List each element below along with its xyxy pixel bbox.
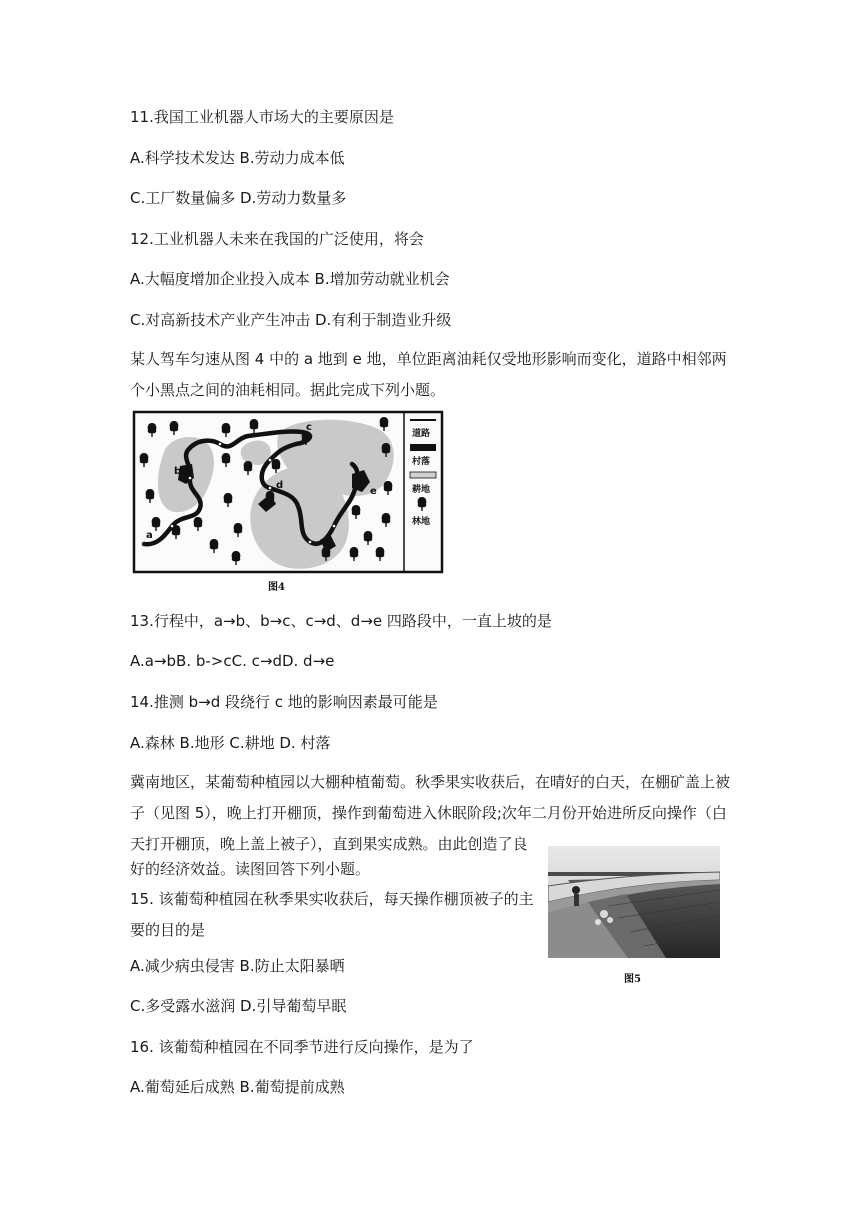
fig5-intro-line: 冀南地区，某葡萄种植园以大棚种植葡萄。秋季果实收获后，在晴好的白天，在棚矿盖上被 [130, 773, 731, 791]
q11-options-row1: A.科学技术发达 B.劳动力成本低 [130, 149, 345, 167]
q11-stem: 11.我国工业机器人市场大的主要原因是 [130, 108, 394, 126]
fig5-intro-line: 子（见图 5），晚上打开棚顶，操作到葡萄进入休眠阶段;次年二月份开始进所反向操作（白 [130, 804, 727, 822]
greenhouse-image [548, 846, 720, 958]
q16-stem: 16. 该葡萄种植园在不同季节进行反向操作，是为了 [130, 1038, 474, 1056]
label-b: b [174, 466, 182, 477]
legend-village: 村落 [412, 457, 431, 467]
q12-options-row2: C.对高新技术产业产生冲击 D.有利于制造业升级 [130, 311, 452, 329]
legend-road: 道路 [412, 429, 431, 439]
figure-4-caption: 图4 [268, 582, 285, 593]
fig5-intro-line: 天打开棚顶，晚上盖上被子），直到果实成熟。由此创造了良 [130, 835, 528, 853]
label-d: d [276, 480, 284, 491]
q16-options-row1: A.葡萄延后成熟 B.葡萄提前成熟 [130, 1078, 345, 1096]
legend-farmland: 耕地 [412, 485, 431, 495]
q15-stem-line: 要的目的是 [130, 921, 206, 939]
fig4-intro-line: 个小黑点之间的油耗相同。据此完成下列小题。 [130, 381, 446, 399]
fig4-intro-paragraph [130, 344, 727, 406]
q15-options-row1: A.减少病虫侵害 B.防止太阳暴晒 [130, 957, 345, 975]
fig4-intro-line: 某人驾车匀速从图 4 中的 a 地到 e 地，单位距离油耗仅受地形影响而变化，道路中相邻两 [130, 350, 727, 368]
q15-stem [130, 884, 534, 946]
greenhouse-photo [548, 846, 720, 958]
terrain-map [130, 408, 446, 594]
figure-4-map [130, 408, 446, 594]
q15-options-row2: C.多受露水滋润 D.引导葡萄早眠 [130, 997, 347, 1015]
legend-forest: 林地 [412, 517, 431, 527]
q12-options-row1: A.大幅度增加企业投入成本 B.增加劳动就业机会 [130, 270, 450, 288]
figure-5-photo [548, 846, 720, 986]
q13-options: A.a→bB. b->cC. c→dD. d→e [130, 652, 335, 670]
label-a: a [146, 530, 153, 541]
q11-options-row2: C.工厂数量偏多 D.劳动力数量多 [130, 189, 347, 207]
q14-stem: 14.推测 b→d 段绕行 c 地的影响因素最可能是 [130, 693, 438, 711]
fig5-intro-line: 好的经济效益。读图回答下列小题。 [130, 860, 371, 878]
label-e: e [370, 486, 377, 497]
figure-5-caption: 图5 [624, 974, 641, 985]
q14-options: A.森林 B.地形 C.耕地 D. 村落 [130, 734, 331, 752]
q15-stem-line: 15. 该葡萄种植园在秋季果实收获后，每天操作棚顶被子的主 [130, 890, 534, 908]
label-c: c [306, 422, 312, 433]
q12-stem: 12.工业机器人未来在我国的广泛使用，将会 [130, 230, 424, 248]
q13-stem: 13.行程中，a→b、b→c、c→d、d→e 四路段中，一直上坡的是 [130, 612, 552, 630]
